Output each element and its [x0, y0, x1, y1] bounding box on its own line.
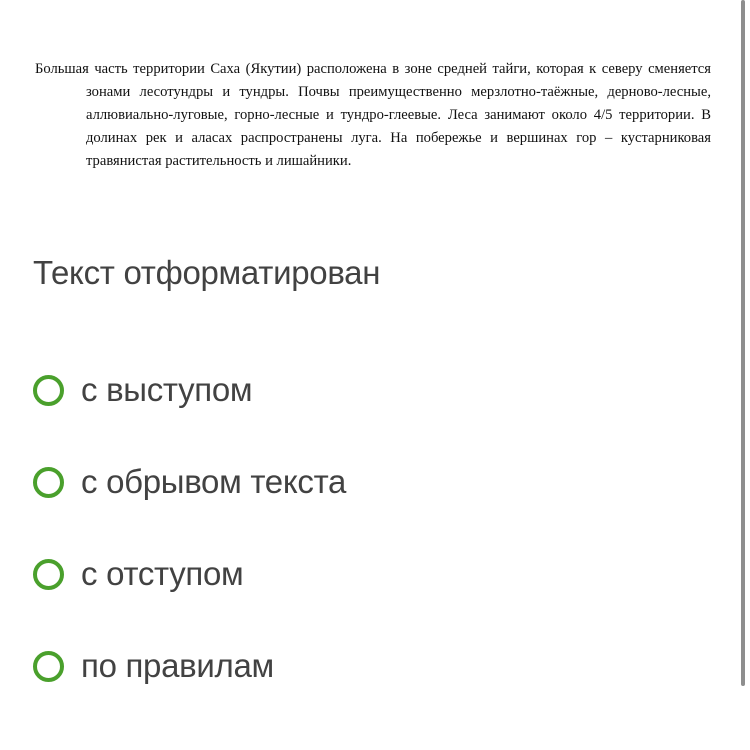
sample-text-passage: Большая часть территории Саха (Якутии) расположена в зоне средней тайги, которая к северу сменяется зонами лесотундры и тундры. Почвы преимущественно мерзлотно-таёжные, дерново-лесные, аллювиально-луговые, горно-лесные и тундро-глеевые. Леса занимают около 4/5 территории. В долинах рек и аласах распространены луга. На побережье и вершинах гор – кустарниковая травянистая растительность и лишайники. — [35, 61, 711, 169]
radio-circle-icon[interactable] — [33, 375, 64, 406]
option-text-break[interactable] — [33, 460, 346, 504]
option-by-rules[interactable] — [33, 644, 274, 688]
radio-circle-icon[interactable] — [33, 467, 64, 498]
option-hanging-indent[interactable] — [33, 368, 252, 412]
radio-circle-icon[interactable] — [33, 559, 64, 590]
option-label: с обрывом текста — [81, 463, 347, 500]
radio-circle-icon[interactable] — [33, 651, 64, 682]
option-label: с выступом — [81, 371, 253, 408]
vertical-scrollbar[interactable] — [741, 0, 745, 686]
option-first-line-indent[interactable] — [33, 552, 243, 596]
question-title: Текст отформатирован — [33, 254, 381, 291]
option-label: с отступом — [81, 555, 244, 592]
option-label: по правилам — [81, 647, 274, 684]
